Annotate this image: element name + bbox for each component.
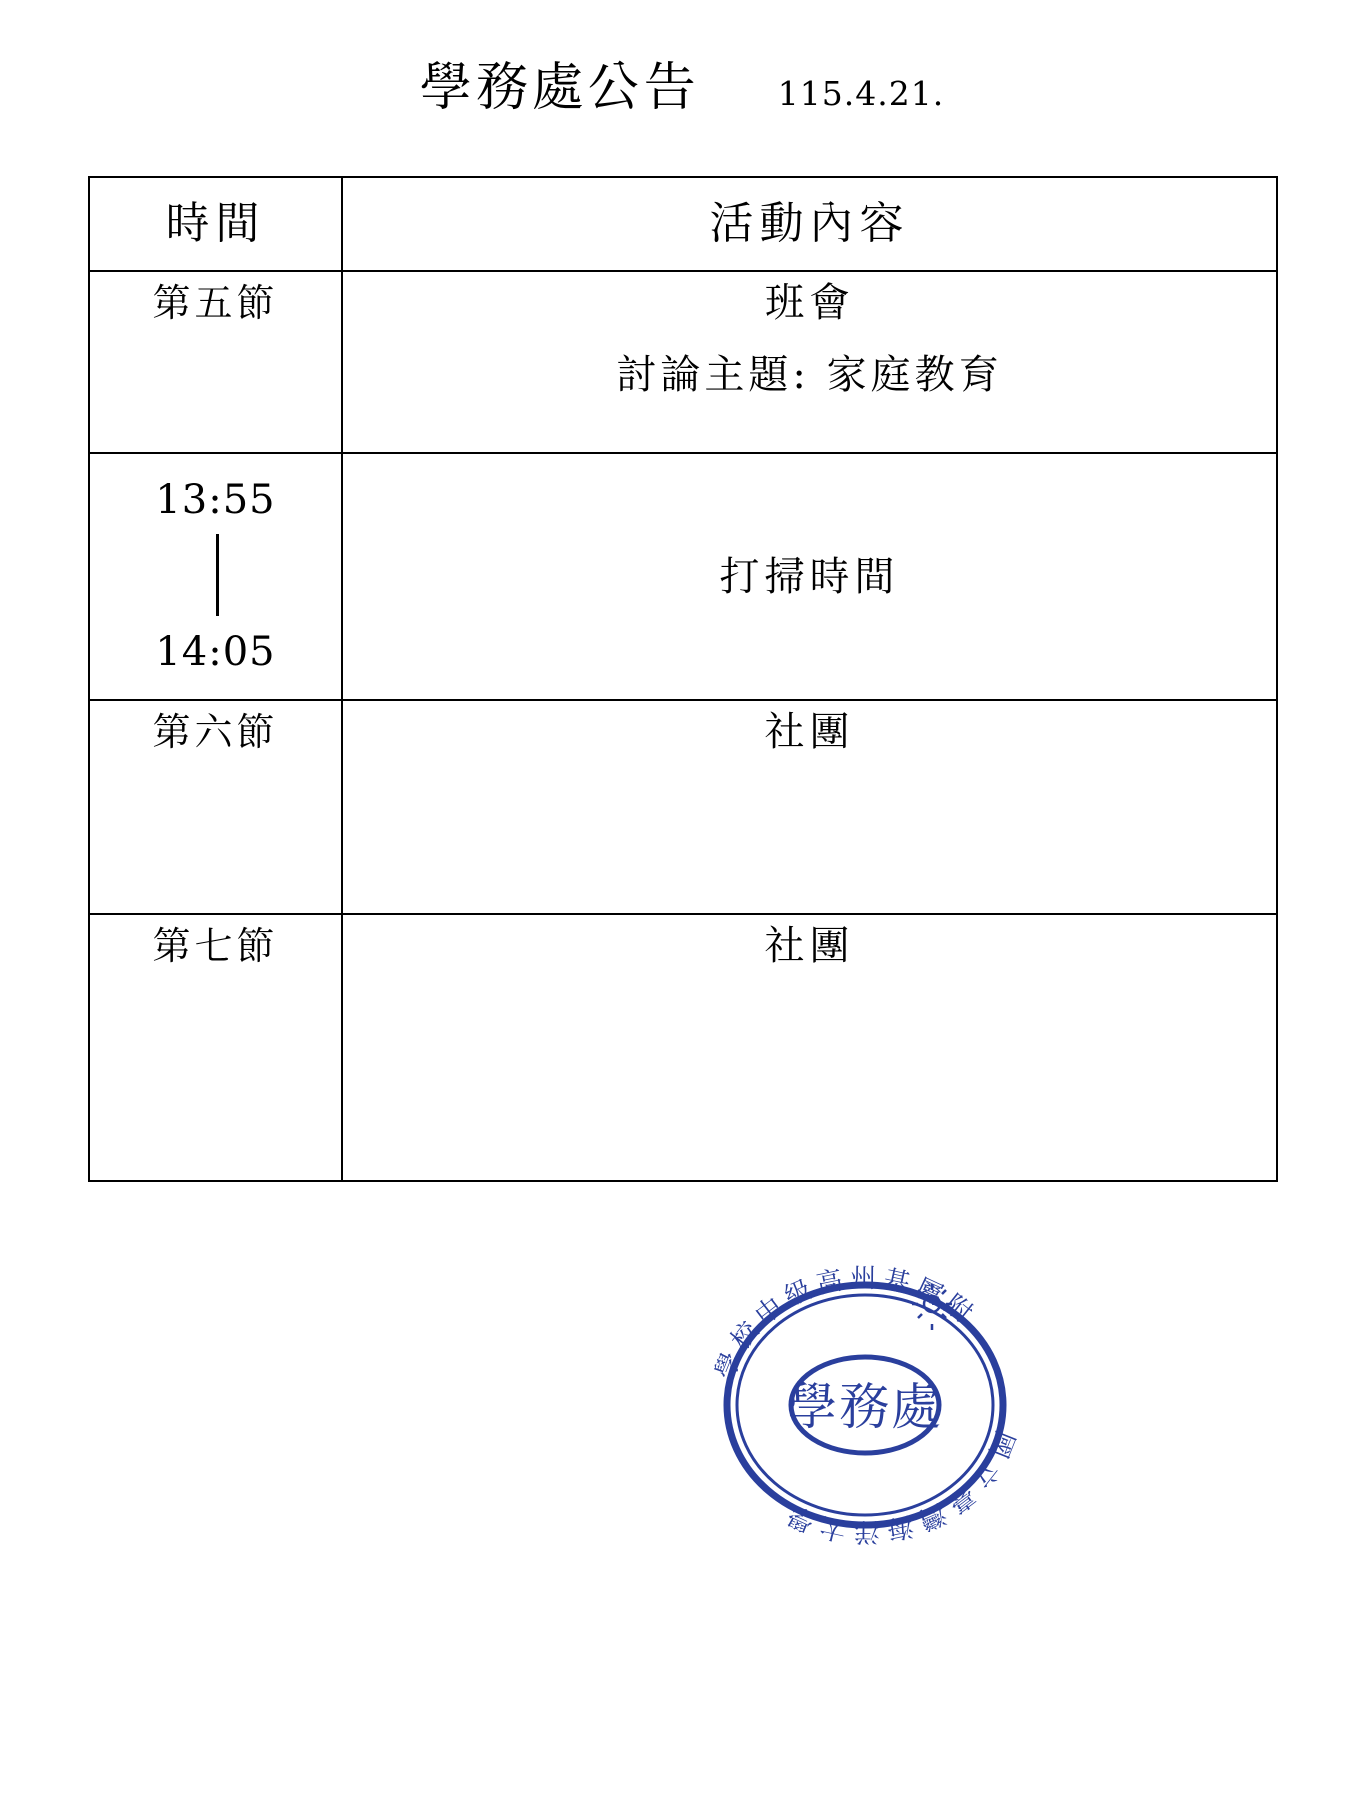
schedule-table (88, 176, 1278, 1182)
table-header-row (89, 177, 1277, 271)
time-start: 13:55 (155, 476, 276, 523)
table-row (89, 700, 1277, 914)
time-range-bar (216, 534, 219, 616)
column-header-time: 時間 (89, 177, 342, 271)
table-row (89, 914, 1277, 1181)
svg-text:學務處: 學務處 (787, 1378, 943, 1436)
time-end: 14:05 (155, 628, 276, 675)
row-content (342, 453, 1277, 700)
row-content-line1: 社團 (764, 923, 855, 969)
row-time-range (89, 453, 342, 700)
document-date: 115.4.21. (777, 74, 945, 113)
table-row (89, 271, 1277, 453)
row-content-line1: 社團 (764, 709, 855, 755)
document-header (0, 58, 1364, 118)
table-row (89, 453, 1277, 700)
row-content (342, 271, 1277, 453)
row-content-line1: 班會 (764, 280, 855, 326)
svg-text:國立臺灣海洋大學: 國立臺灣海洋大學 (777, 1426, 1020, 1547)
page-title: 學務處公告 (419, 58, 700, 118)
column-header-content: 活動內容 (342, 177, 1277, 271)
row-content-line2: 討論主題: 家庭教育 (616, 352, 1003, 398)
row-time-period: 第六節 (89, 700, 342, 914)
row-content-line1: 打掃時間 (719, 553, 900, 600)
official-seal-stamp (700, 1252, 1030, 1558)
row-content (342, 914, 1277, 1181)
svg-text:學校中級高州基屬附: 學校中級高州基屬附 (710, 1263, 983, 1384)
row-time-period: 第七節 (89, 914, 342, 1181)
row-time-period: 第五節 (89, 271, 342, 453)
row-content (342, 700, 1277, 914)
